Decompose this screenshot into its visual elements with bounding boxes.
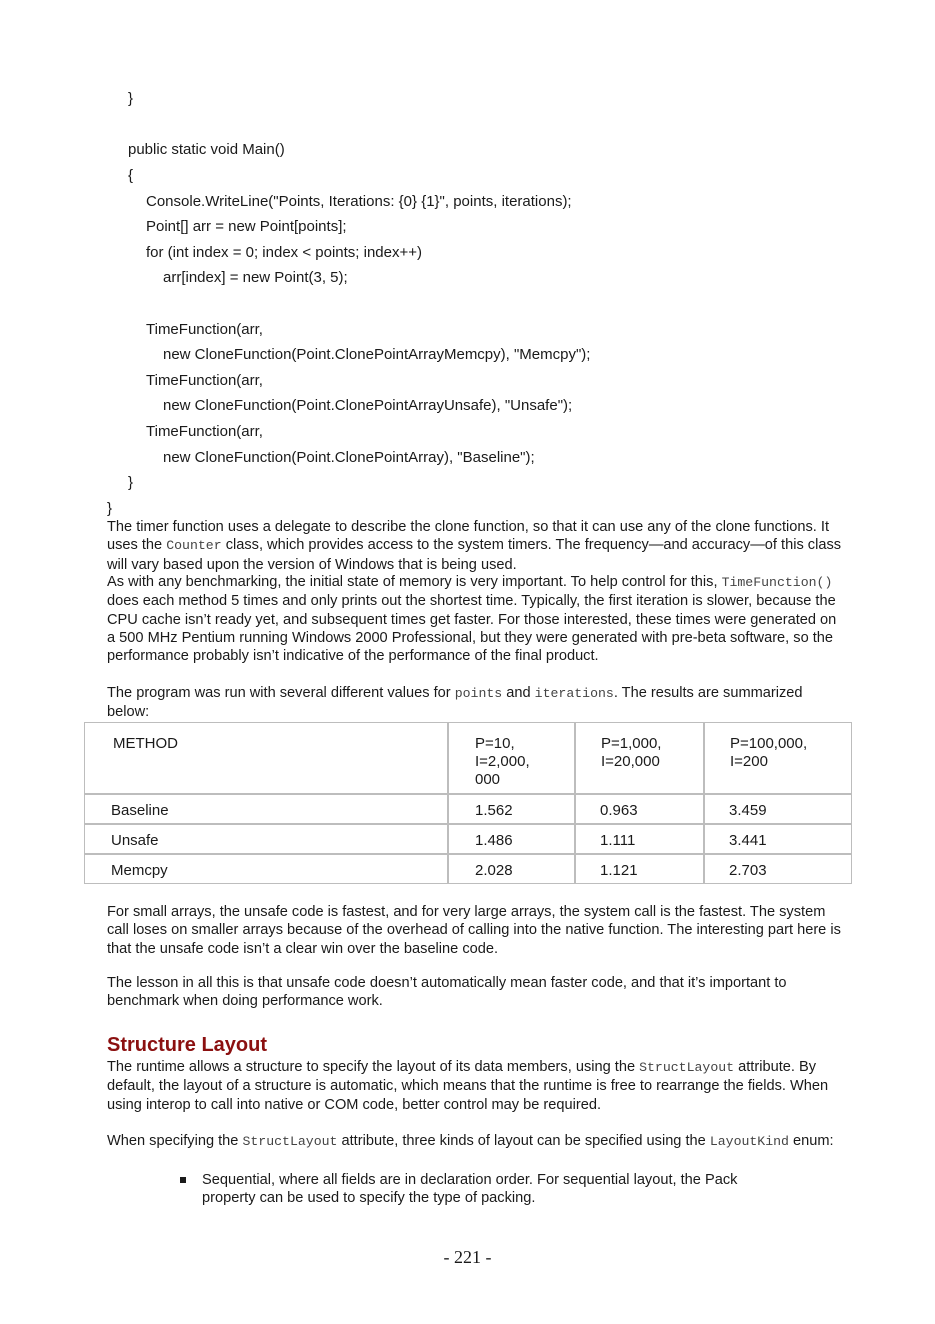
code-line-6: for (int index = 0; index < points; index++)	[146, 244, 422, 261]
inline-code-structlayout: StructLayout	[639, 1060, 735, 1075]
page-number: - 221 -	[443, 1247, 492, 1267]
code-line-15: }	[107, 500, 113, 517]
paragraph-runtime-layout: The runtime allows a structure to specify the layout of its data members, using the StructLayout attribute. By default, the layout of a structure is automatic, which means that the runtime is free to rearrange the fields. When using interop to call into native or COM code, better control may be required.	[107, 1059, 829, 1113]
paragraph-lesson: The lesson in all this is that unsafe code doesn’t automatically mean faster code, and that it’s important to benchmark when doing performance work.	[107, 975, 787, 1010]
code-line-12: TimeFunction(arr,	[146, 423, 263, 440]
table-header-row	[84, 722, 852, 794]
code-line-4: Console.WriteLine("Points, Iterations: {0} {1}", points, iterations);	[146, 193, 572, 210]
header-p100000: P=100,000, I=200	[730, 735, 808, 770]
header-p10: P=10, I=2,000, 000	[475, 735, 530, 788]
bullet-item-sequential	[180, 1171, 780, 1208]
paragraph-timer-function: The timer function uses a delegate to describe the clone function, so that it can use any of the clone functions. It uses the Counter class, which provides access to the system timers. The frequency—and accuracy—of this class will vary based upon the version of Windows that is being used.	[107, 519, 842, 573]
table-row: Memcpy 2.028 1.121 2.703	[84, 854, 852, 884]
code-line-10: TimeFunction(arr,	[146, 372, 263, 389]
section-heading: Structure Layout	[107, 1034, 268, 1056]
paragraph-small-arrays: For small arrays, the unsafe code is fastest, and for very large arrays, the system call is the fastest. The system call loses on smaller arrays because of the overhead of calling into the native function. The interesting part here is that the unsafe code isn’t a clear win over the baseline code.	[107, 904, 841, 957]
code-line-1: }	[128, 90, 134, 107]
results-table	[84, 722, 852, 884]
bullet-square-icon	[180, 1177, 186, 1183]
code-line-13: new CloneFunction(Point.ClonePointArray), "Baseline");	[163, 449, 535, 466]
table-row: Unsafe 1.486 1.111 3.441	[84, 824, 852, 854]
code-line-5: Point[] arr = new Point[points];	[146, 218, 347, 235]
inline-code-structlayout-2: StructLayout	[242, 1134, 338, 1149]
paragraph-layoutkind: When specifying the StructLayout attribute, three kinds of layout can be specified using the LayoutKind enum:	[107, 1133, 834, 1149]
table-row: Baseline 1.562 0.963 3.459	[84, 794, 852, 824]
code-line-7: arr[index] = new Point(3, 5);	[163, 269, 348, 286]
inline-code-iterations: iterations	[534, 686, 614, 701]
header-method: METHOD	[113, 735, 178, 752]
bullet-text: Sequential, where all fields are in declaration order. For sequential layout, the Pack property can be used to specify the type of packing.	[202, 1172, 738, 1207]
code-line-3: {	[128, 167, 134, 184]
code-line-9: new CloneFunction(Point.ClonePointArrayMemcpy), "Memcpy");	[163, 346, 591, 363]
inline-code-timefunction: TimeFunction()	[721, 575, 833, 590]
code-line-14: }	[128, 474, 134, 491]
code-line-11: new CloneFunction(Point.ClonePointArrayUnsafe), "Unsafe");	[163, 397, 573, 414]
inline-code-layoutkind: LayoutKind	[709, 1134, 789, 1149]
code-line-2: public static void Main()	[128, 141, 285, 158]
inline-code-points: points	[454, 686, 503, 701]
header-p1000: P=1,000, I=20,000	[601, 735, 662, 770]
inline-code-counter: Counter	[166, 538, 222, 554]
paragraph-program-run: The program was run with several different values for points and iterations. The results are summarized below:	[107, 685, 803, 721]
paragraph-benchmarking: As with any benchmarking, the initial state of memory is very important. To help control for this, TimeFunction() does each method 5 times and only prints out the shortest time. Typically, the first iteration is slower, because the CPU cache isn’t ready yet, and subsequent times get faster. For those interested, these times were generated on a 500 MHz Pentium running Windows 2000 Professional, but they were generated with pre-beta software, so the performance probably isn’t indicative of the performance of the final product.	[107, 574, 837, 665]
code-line-8: TimeFunction(arr,	[146, 321, 263, 338]
